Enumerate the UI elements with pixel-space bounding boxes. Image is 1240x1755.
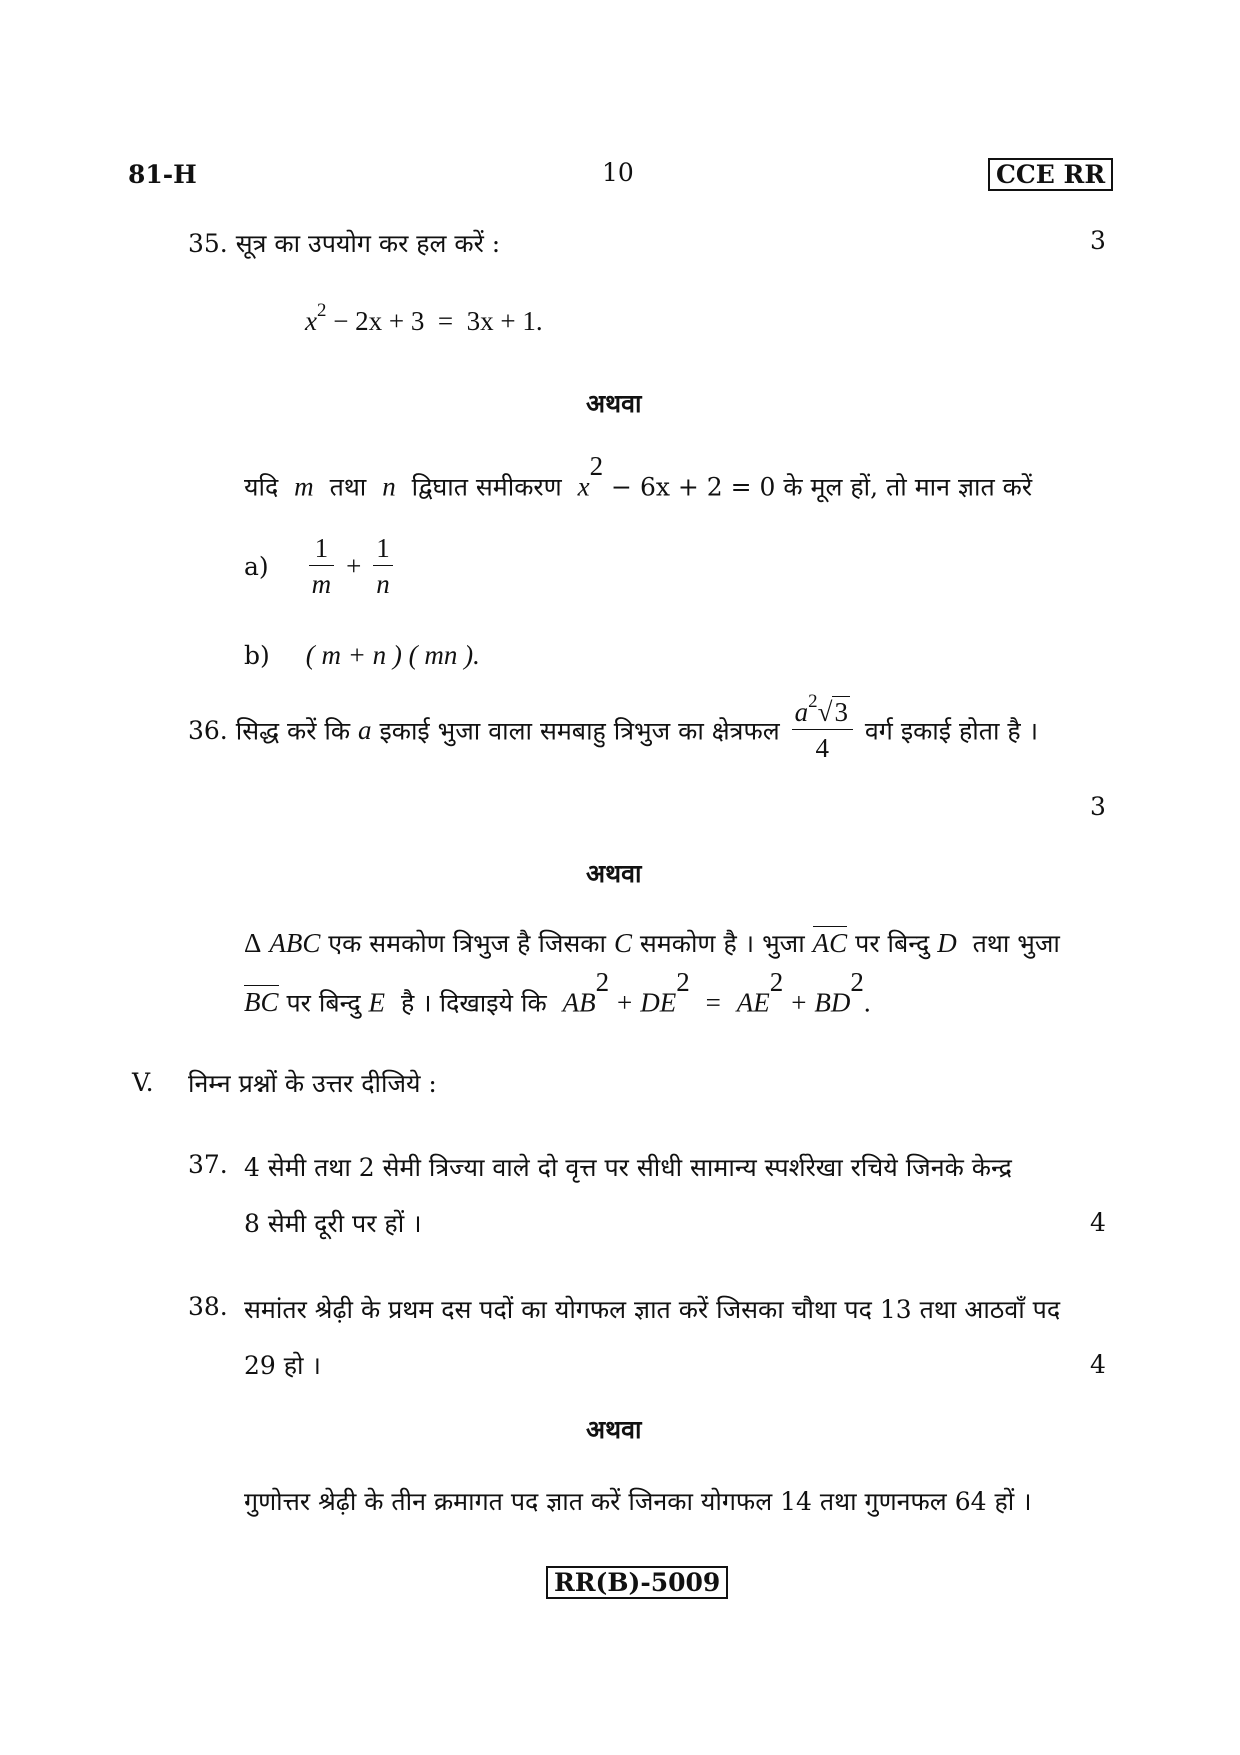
period: . <box>863 987 871 1018</box>
delta-symbol: Δ <box>244 928 262 958</box>
plus-sign: + <box>791 987 807 1018</box>
text: − 6x + 2 = 0 के मूल हों, तो मान ज्ञात करें <box>603 472 1033 502</box>
marks: 4 <box>1090 1350 1106 1379</box>
part-a <box>244 532 397 601</box>
page-number: 10 <box>602 158 634 187</box>
math-var: m <box>294 471 314 502</box>
math-var: n <box>382 471 396 502</box>
question-37-number: 37. <box>188 1150 228 1179</box>
denominator: m <box>311 569 332 600</box>
part-b <box>244 640 480 671</box>
question-38-line2: 29 हो । <box>244 1351 321 1380</box>
cce-rr-badge: CCE RR <box>988 158 1113 191</box>
plus-sign: + <box>617 987 633 1018</box>
part-label: a) <box>244 551 269 581</box>
alt-question-36-line2 <box>244 967 871 1019</box>
denominator: 4 <box>815 733 830 764</box>
numerator: 1 <box>309 532 335 566</box>
text: इकाई भुजा वाला समबाहु त्रिभुज का क्षेत्रफल <box>379 716 780 746</box>
math-expression: ( m + n ) ( mn ). <box>305 640 480 670</box>
math-var: a <box>794 697 809 727</box>
text: एक समकोण त्रिभुज है जिसका <box>328 929 606 958</box>
plus-sign: + <box>346 550 362 581</box>
equals-sign: = <box>705 987 721 1018</box>
paper-code: 81-H <box>128 160 197 189</box>
section-instruction: निम्न प्रश्नों के उत्तर दीजिये : <box>188 1069 437 1098</box>
question-35 <box>188 226 500 260</box>
part-label: b) <box>244 641 270 670</box>
sqrt-sign: √3 <box>817 697 848 727</box>
text: समकोण है । भुजा <box>639 929 805 958</box>
math-var: D <box>937 928 957 958</box>
math-var: AE <box>736 987 770 1018</box>
text: वर्ग इकाई होता है । <box>864 716 1039 746</box>
segment-bc: BC <box>244 987 279 1018</box>
math-var: AB <box>562 987 596 1018</box>
question-38-number: 38. <box>188 1292 228 1321</box>
question-text: सूत्र का उपयोग कर हल करें : <box>235 229 501 258</box>
exponent: 2 <box>595 967 610 997</box>
footer-code: RR(B)-5009 <box>546 1566 728 1599</box>
question-36 <box>188 690 1039 765</box>
math-var: C <box>613 928 632 958</box>
math-var: x <box>305 306 317 336</box>
exponent: 2 <box>850 967 864 997</box>
exponent: 2 <box>676 967 690 997</box>
text: यदि <box>244 472 279 502</box>
text: द्विघात समीकरण <box>411 472 562 502</box>
math-var: BD <box>814 987 851 1018</box>
exponent: 2 <box>769 967 784 997</box>
exponent: 2 <box>316 299 327 321</box>
question-number: 35. <box>188 229 228 258</box>
denominator: n <box>376 569 390 600</box>
exponent: 2 <box>808 690 818 712</box>
equation <box>305 299 543 337</box>
fraction <box>309 532 335 601</box>
numerator <box>792 690 853 730</box>
text: तथा भुजा <box>972 929 1060 958</box>
area-formula <box>792 690 853 765</box>
alt-question-36-line1 <box>244 926 1060 960</box>
question-37-line2: 8 सेमी दूरी पर हों । <box>244 1209 422 1238</box>
text: तथा <box>329 472 367 502</box>
marks: 3 <box>1090 792 1106 821</box>
marks: 4 <box>1090 1208 1106 1237</box>
section-label: V. <box>132 1068 154 1097</box>
or-heading: अथवा <box>586 859 642 888</box>
segment-ac: AC <box>812 928 848 958</box>
or-heading: अथवा <box>586 389 642 418</box>
question-number: 36. <box>188 715 228 745</box>
text: है । दिखाइये कि <box>400 988 547 1018</box>
numerator: 1 <box>373 532 393 566</box>
math-var: x <box>577 471 590 502</box>
math-var: DE <box>640 987 677 1018</box>
text: पर बिन्दु <box>855 929 930 958</box>
math-var: E <box>368 987 386 1018</box>
alt-question-35 <box>244 451 1033 503</box>
exponent: 2 <box>589 451 604 481</box>
math-var: ABC <box>269 928 321 958</box>
math-var: a <box>358 714 372 745</box>
or-heading: अथवा <box>586 1415 642 1444</box>
question-37-line1: 4 सेमी तथा 2 सेमी त्रिज्या वाले दो वृत्त पर सीधी सामान्य स्पर्शरेखा रचिये जिनके केन्द्र <box>244 1153 1012 1182</box>
radicand: 3 <box>834 697 848 727</box>
text: पर बिन्दु <box>286 988 361 1018</box>
marks: 3 <box>1090 226 1106 255</box>
math-text: − 2x + 3 = 3x + 1. <box>326 306 543 336</box>
alt-question-38: गुणोत्तर श्रेढ़ी के तीन क्रमागत पद ज्ञात करें जिनका योगफल 14 तथा गुणनफल 64 हों । <box>244 1487 1032 1516</box>
fraction <box>373 532 393 601</box>
text: सिद्ध करें कि <box>235 716 351 746</box>
question-38-line1: समांतर श्रेढ़ी के प्रथम दस पदों का योगफल ज्ञात करें जिसका चौथा पद 13 तथा आठवाँ पद <box>244 1295 1061 1324</box>
